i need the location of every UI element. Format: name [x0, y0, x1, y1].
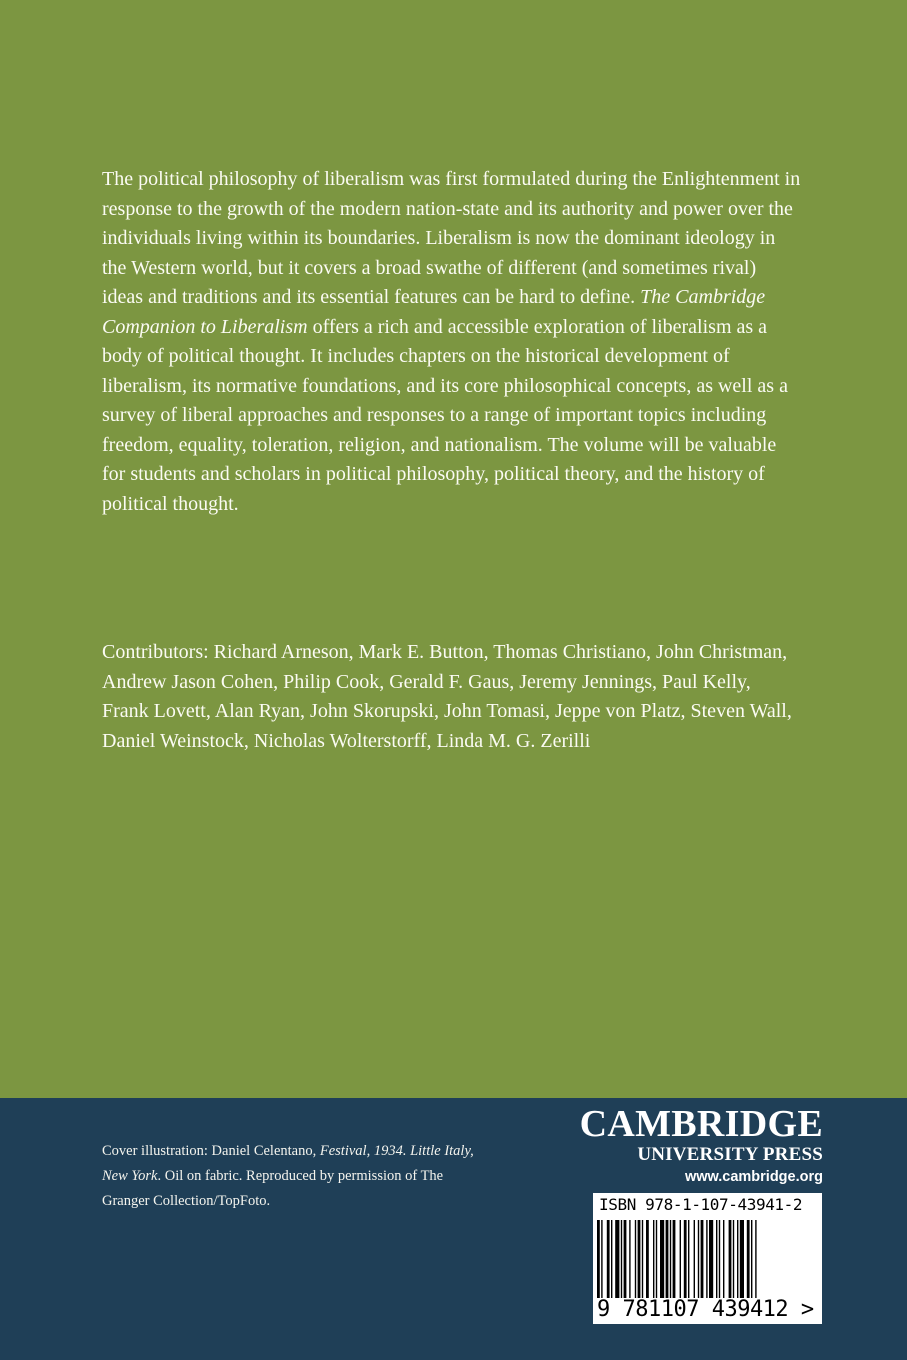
barcode-bar: [621, 1220, 622, 1298]
barcode-digits: 9 781107 439412 >: [597, 1297, 814, 1322]
barcode-bar: [629, 1220, 630, 1298]
book-description: [102, 165, 802, 519]
publisher-press: UNIVERSITY PRESS: [637, 1144, 823, 1165]
barcode-bar: [653, 1220, 654, 1298]
barcode-bar: [656, 1220, 657, 1298]
book-title-italic: The Cambridge Companion to Liberalism: [102, 286, 766, 338]
barcode-bar: [709, 1220, 713, 1298]
barcode-bar: [684, 1220, 687, 1298]
description-paragraph: [102, 165, 802, 519]
barcode-bar: [755, 1220, 756, 1298]
barcode-bar: [624, 1220, 627, 1298]
credit-place: Little Italy, New York: [102, 1143, 474, 1184]
barcode-bar: [716, 1220, 717, 1298]
cover-illustration-credit: [102, 1139, 492, 1214]
barcode-bar: [747, 1220, 750, 1298]
barcode-bar: [601, 1220, 602, 1298]
barcode-bar: [611, 1220, 612, 1298]
barcode-bar: [751, 1220, 752, 1298]
barcode-bars: [597, 1220, 803, 1300]
description-part-2: offers a rich and accessible exploration of liberalism as a body of political thought. It includes chapters on the historical development of liberalism, its normative foundations, and its core philosophical concepts, as well as a survey of liberal approaches and responses to a range of important topics including freedom, equality, toleration, religion, and nationalism. The volume will be valuable for students and scholars in political philosophy, political theory, and the history of political thought.: [102, 315, 788, 515]
barcode-bar: [698, 1220, 699, 1298]
barcode-bar: [680, 1220, 681, 1298]
barcode-bar: [694, 1220, 695, 1298]
isbn-label: ISBN 978-1-107-43941-2: [599, 1195, 803, 1214]
publisher-name: CAMBRIDGE: [579, 1103, 823, 1145]
barcode-bar: [597, 1220, 600, 1298]
description-part-1: The political philosophy of liberalism was first formulated during the Enlightenment in response to the growth of the modern nation-state and its authority and power over the individuals living within its boundaries. Liberalism is now the dominant ideology in the Western world, but it covers a broad swathe of different (and sometimes rival) ideas and traditions and its essential features can be hard to define.: [102, 168, 801, 308]
barcode-bar: [642, 1220, 643, 1298]
barcode-bar: [737, 1220, 738, 1298]
barcode-bar: [706, 1220, 707, 1298]
barcode-bar: [660, 1220, 664, 1298]
barcode-bar: [719, 1220, 720, 1298]
contributors-list: Contributors: Richard Arneson, Mark E. Button, Thomas Christiano, John Christman, Andrew Jason Cohen, Philip Cook, Gerald F. Gaus, Jeremy Jennings, Paul Kelly, Frank Lovett, Alan Ryan, John Skorupski, John Tomasi, Jeppe von Platz, Steven Wall, Daniel Weinstock, Nicholas Wolterstorff, Linda M. G. Zerilli: [102, 641, 792, 752]
barcode-bar: [670, 1220, 671, 1298]
barcode-bar: [723, 1220, 724, 1298]
credit-prefix: Cover illustration: Daniel Celentano,: [102, 1143, 320, 1159]
barcode-bar: [733, 1220, 734, 1298]
barcode-bar: [740, 1220, 744, 1298]
isbn-barcode: [593, 1193, 822, 1324]
barcode-bar: [729, 1220, 732, 1298]
barcode-bar: [615, 1220, 619, 1298]
credit-suffix: . Oil on fabric. Reproduced by permission of The Granger Collection/TopFoto.: [102, 1168, 444, 1209]
barcode-bar: [688, 1220, 689, 1298]
publisher-logo: [580, 1104, 823, 1188]
credit-work-title: Festival, 1934.: [319, 1143, 407, 1159]
publisher-url: www.cambridge.org: [684, 1169, 823, 1185]
barcode-bar: [638, 1220, 641, 1298]
barcode-bar: [666, 1220, 669, 1298]
barcode-bar: [635, 1220, 636, 1298]
barcode-bar: [701, 1220, 704, 1298]
barcode-bar: [607, 1220, 610, 1298]
barcode-bar: [673, 1220, 676, 1298]
barcode-bar: [646, 1220, 649, 1298]
